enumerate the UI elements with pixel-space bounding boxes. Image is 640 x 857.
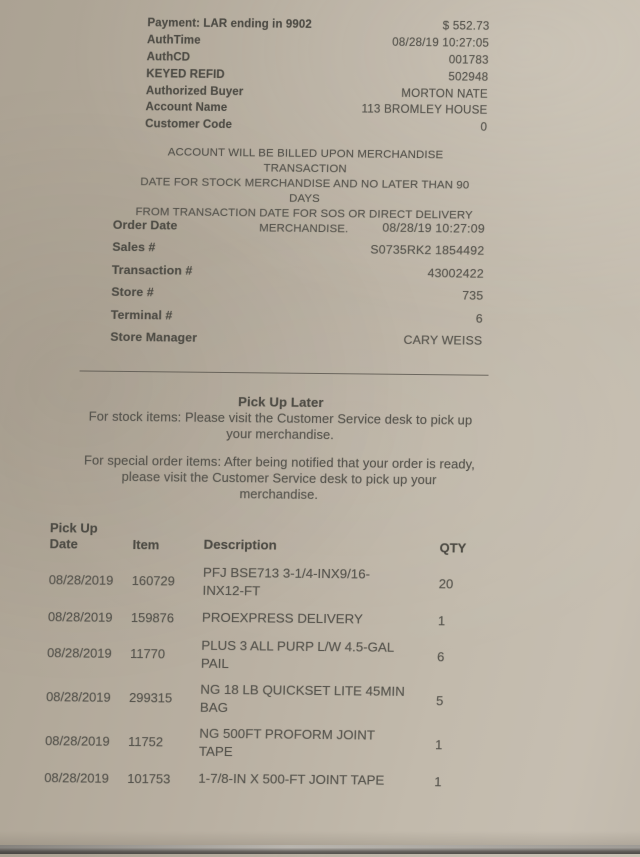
payment-label: Payment: LAR ending in 9902 [147,17,312,31]
items-table [44,520,540,801]
pickup-special-note-line: merchandise. [239,486,319,503]
qty-cell: 5 [435,693,444,709]
pickup-date-cell: 08/28/2019 [45,689,111,705]
order-value: 43002422 [427,265,484,281]
item-number-cell: 160729 [131,573,175,589]
pickup-date-cell: 08/28/2019 [44,769,110,786]
table-header [49,520,540,556]
table-row [48,606,538,631]
header-pickup-date: Pick Up Date [49,520,98,551]
payment-label: Account Name [145,101,228,115]
order-value: 735 [462,288,484,303]
order-row [110,330,482,356]
table-row [47,635,538,675]
item-description: PFJ BSE713 3-1/4-INX9/16- INX12-FT [202,564,371,598]
section-divider [80,371,489,376]
payment-value: 113 BROMLEY HOUSE [361,102,488,118]
qty-cell: 20 [438,576,454,592]
paper-bottom-shadow [0,831,640,845]
payment-label: KEYED REFID [146,67,225,81]
item-number-cell: 101753 [127,770,171,786]
order-label: Terminal # [110,307,173,323]
pickup-date-cell: 08/28/2019 [44,733,110,749]
pickup-later-section [59,392,501,505]
table-row [46,679,537,719]
item-description: NG 18 LB QUICKSET LITE 45MIN BAG [199,681,405,715]
payment-label: Authorized Buyer [145,84,244,98]
pickup-date-cell: 08/28/2019 [46,645,112,661]
item-description: PROEXPRESS DELIVERY [201,610,363,627]
item-number-cell: 11770 [129,646,166,662]
order-label: Transaction # [111,262,193,278]
pickup-special-note-line: For special order items: After being notified that your order is ready, [83,452,476,472]
item-description: NG 500FT PROFORM JOINT TAPE [198,725,376,759]
billing-notice-line: ACCOUNT WILL BE BILLED UPON MERCHANDISE TRANSACTION [167,146,444,176]
payment-value: 0 [480,121,488,135]
qty-cell: 1 [434,737,443,753]
table-row [44,767,534,792]
item-description: 1-7/8-IN X 500-FT JOINT TAPE [198,771,385,788]
order-label: Order Date [112,217,178,233]
order-value: 08/28/19 10:27:09 [382,220,485,236]
header-description: Description [203,536,277,553]
item-number-cell: 11752 [127,734,164,750]
payment-label: AuthTime [146,34,201,47]
payment-value: 001783 [448,53,489,67]
pickup-stock-note-line: your merchandise. [226,426,335,443]
table-row [48,562,539,602]
pickup-date-cell: 08/28/2019 [47,608,113,625]
item-number-cell: 159876 [130,609,175,626]
payment-value: 08/28/19 10:27:05 [392,35,490,50]
billing-notice-line: FROM TRANSACTION DATE FOR SOS OR DIRECT DELIVERY [135,205,473,222]
pickup-special-note-line: please visit the Customer Service desk to pick up your [121,468,437,488]
qty-cell: 6 [436,649,445,665]
payment-section [145,16,490,138]
pickup-stock-note-line: For stock items: Please visit the Customer Service desk to pick up [88,408,473,428]
payment-value: 502948 [448,70,489,84]
order-value: CARY WEISS [403,332,483,348]
order-section [110,218,485,356]
pickup-later-title: Pick Up Later [237,394,324,411]
billing-notice-line: MERCHANDISE. [259,221,349,235]
paper-bottom-edge [0,845,640,854]
order-value: S0735RK2 1854492 [370,242,485,259]
order-label: Store # [111,285,154,300]
qty-cell: 1 [434,773,442,789]
pickup-date-cell: 08/28/2019 [48,572,114,588]
payment-label: Customer Code [145,118,233,132]
payment-label: AuthCD [146,50,191,64]
item-number-cell: 299315 [128,690,173,706]
qty-cell: 1 [437,612,446,628]
order-label: Store Manager [110,329,198,345]
order-value: 6 [475,311,483,326]
item-description: PLUS 3 ALL PURP L/W 4.5-GAL PAIL [200,637,395,671]
header-qty: QTY [439,539,467,556]
order-label: Sales # [112,240,156,255]
payment-row [145,118,487,138]
header-item: Item [132,536,160,552]
payment-value: $ 552.73 [442,19,490,33]
table-row [45,723,536,763]
payment-value: MORTON NATE [401,86,489,101]
billing-notice-line: DATE FOR STOCK MERCHANDISE AND NO LATER THAN 90 DAYS [140,175,470,205]
